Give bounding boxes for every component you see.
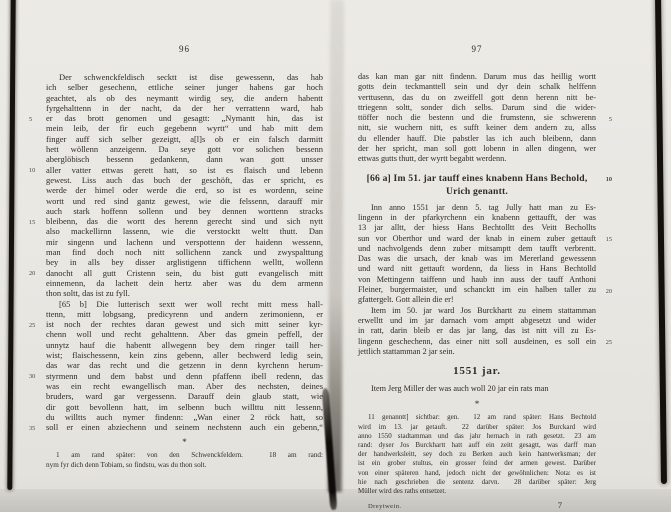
- text-line: [358, 103, 596, 113]
- line-text: anno 1550 stadtamman und das jahr hernach in rath gesetzt. 23 am: [358, 431, 596, 440]
- line-text: aberglöbisch bessenn gedankenn, dann wan gott unsser: [46, 154, 323, 165]
- margin-line-number: 5: [29, 115, 33, 123]
- line-text: ist noch der rechtes daran gewest und sich mitt seiner kyr-: [46, 319, 323, 330]
- text-line: [29, 216, 323, 227]
- line-text: lingenn geschechenn, das einer nitt soll ausdeinen, es soll ein: [358, 336, 596, 346]
- line-text: in ratt, darin bleib er das jar lang, das ist nitt vill zu Es-: [358, 326, 596, 336]
- footnote-line: [46, 451, 323, 460]
- line-text: Inn anno 1551 jar denn 5. tag Jully hatt man zu Es-: [371, 202, 596, 212]
- text-line: [29, 267, 323, 278]
- line-text: bruders, ward gar vergessenn. Darauff dein glaub statt, wie: [46, 391, 323, 402]
- text-line: [358, 275, 596, 285]
- margin-line-number: 10: [605, 176, 612, 184]
- line-text: einnemenn, da lachett dein hertz aber was du dem armenn: [46, 277, 323, 288]
- text-line: [46, 402, 323, 412]
- line-text: mein leib, der fir euch gegebenn wyrtt“ und hab mitt dem: [46, 123, 323, 134]
- text-line: [358, 223, 596, 233]
- line-text: erwelltt und im jar darnach vom amptt abgesetzt und wider: [358, 315, 596, 325]
- text-line: [358, 82, 596, 92]
- margin-line-number: 5: [608, 115, 612, 123]
- text-line: [358, 233, 612, 244]
- line-text: der her spricht, man soll gott lobenn in allen dingenn, wer: [358, 144, 596, 154]
- footnote-line: [46, 461, 323, 470]
- text-line: [46, 206, 323, 216]
- line-text: von Mettingenn taiffenn und haub inn auss der tauff Anthoni: [358, 274, 596, 284]
- line-text: danocht all gutt Cristenn sein, du bist gutt evangelisch mitt: [46, 267, 323, 278]
- line-text: geachtet, als ob des neymantt wirdig sey, die andern habentt: [46, 92, 323, 103]
- line-text: Das was die ursach, der knab was im Mererland gewessenn: [358, 254, 596, 264]
- text-line: [358, 113, 612, 123]
- text-line: [46, 154, 323, 164]
- line-text: was ein recht ewangellisch man. Aber des nechsten, deines: [46, 380, 323, 391]
- line-text: nitt, sie wuchern nitt, es sufft keiner dem andern zu, allss: [358, 123, 596, 133]
- text-line: [358, 134, 596, 144]
- line-text: gotts dein teckmanttell sein und dyr dein schalk helffenn: [358, 82, 596, 92]
- footnote-line: [358, 441, 596, 450]
- line-text: styrmenn und dem babst und denn pfaffenn ibell redenn, das: [46, 370, 323, 381]
- line-text: hie nach geschrieben die sentenz darvn. 28 darüber später: Jerg: [358, 477, 596, 486]
- line-text: lingenn in der pfarkyrchenn ein knabenn gettaufft, der was: [358, 212, 596, 222]
- line-text: gfattergelt. Gott allein die er!: [358, 295, 454, 305]
- line-text: du willtts auch nymer findenn: „Wan einer 2 röck hatt, so: [46, 411, 323, 422]
- text-line: [358, 285, 612, 295]
- line-text: Fleiner, burgermaister, und schancktt im ein halben taller zu: [358, 285, 596, 295]
- line-text: Item Jerg Miller der was auch woll 20 jar ein rats man: [371, 384, 549, 394]
- footnote-line: [358, 459, 596, 468]
- text-line: [358, 203, 596, 213]
- text-line: [46, 185, 323, 195]
- line-text: rand: dyser Jos Burckhartt hatt auff ein zeitt gesagtt, was darff man: [358, 440, 596, 449]
- line-text: mir singenn und lachenn und verspottenn der haidenn wessenn,: [46, 236, 323, 247]
- footnote-separator: *: [474, 399, 480, 410]
- section-heading: [358, 172, 612, 185]
- text-line: [46, 175, 323, 185]
- line-text: nym fyr dich denn Tobiam, so findstu, was du thon solt.: [46, 460, 207, 469]
- line-text: hett wöllenn anzeigenn. Da seye gott vor solichen bessenn: [46, 144, 323, 155]
- line-text: gewest. Liss auch das buch der geschöft, das er spricht, es: [46, 174, 323, 185]
- margin-line-number: 20: [605, 287, 612, 295]
- text-line: [46, 299, 323, 309]
- text-line: [46, 82, 323, 92]
- text-line: [29, 422, 323, 433]
- line-text: 1551 jar.: [453, 365, 501, 378]
- line-text: ttenn, mitt lobgsang, predicyrenn und andern zerimonienn, er: [46, 308, 323, 319]
- text-line: [46, 237, 323, 247]
- text-line: [46, 391, 323, 401]
- line-text: wird im 13. jar getauft. 22 darüber später: Jos Burckard wird: [358, 422, 596, 431]
- text-line: [46, 288, 323, 298]
- line-text: auch stark hoffenn sollenn und bey dennen worttenn stracks: [46, 205, 323, 216]
- line-text: verttusenn, das du on zweiffell gott denn herenn nitt be-: [358, 92, 596, 102]
- signature-mark: Dreytwein.: [368, 503, 402, 511]
- line-text: 11 genanntt] sichtbar: gen. 12 am rand später: Hans Bechtold: [368, 413, 596, 422]
- text-line: [358, 336, 612, 347]
- text-line: [46, 340, 323, 350]
- footnote-line: [358, 423, 596, 432]
- text-line: [46, 278, 323, 288]
- line-text: Der schwenckfeldisch secktt ist dise gewessenn, das hab: [59, 72, 323, 82]
- line-text: sun vor Oberthor und ward der knab in einem zuber gettauft: [358, 233, 596, 243]
- scan-left-edge: [7, 0, 15, 490]
- line-text: das kan man gar nitt findenn. Darum mus das heillig wortt: [358, 72, 596, 81]
- line-text: unnytz hauf die habentt allwegenn bey dem ringer taill her-: [46, 339, 323, 350]
- line-text: der handwerksleitt, sey doch zu Berken auch kein hantwerksman; der: [358, 450, 596, 459]
- text-line: [358, 93, 596, 103]
- section-heading: [358, 185, 596, 198]
- line-text: ettwas gutts thutt, der wyrtt begabtt werdenn.: [358, 154, 507, 164]
- line-text: wortt und red sind gantz gewest, wie die felssenn, darauff mir: [46, 195, 323, 206]
- text-line: [46, 144, 323, 154]
- line-text: aller vatter ettwas gerett hatt, so ist es flaisch und lebenn: [46, 164, 323, 175]
- text-line: [358, 326, 596, 336]
- spacer: [358, 165, 596, 172]
- footnote-line: [358, 469, 596, 478]
- margin-line-number: 30: [29, 373, 36, 381]
- line-text: Urich genantt.: [446, 185, 508, 197]
- line-text: und ward nitt gettauft wordenn, da liess in Hans Bechtolld: [358, 264, 596, 274]
- text-line: [358, 244, 596, 254]
- line-text: du ellender hauff. Die pabstler las ich auch bleibenn, dann: [358, 133, 596, 143]
- text-line: [46, 381, 323, 391]
- line-text: also mackellirnn lassenn, wie die verstocktt weltt thutt. Dan: [46, 226, 323, 237]
- footnote-line: [358, 432, 596, 441]
- line-text: bey in alls bey disser arglistigenn tiffichenn welltt, wollenn: [46, 257, 323, 268]
- text-line: [29, 113, 323, 124]
- line-text: bleibenn, das die wortt des herenn gerecht sind und sich nytt: [46, 216, 323, 227]
- line-text: werde der himel oder werde die erd, so ist es wordenn, seine: [46, 185, 323, 196]
- line-text: Müller wird des raths entsetzet.: [358, 486, 447, 495]
- margin-line-number: 15: [605, 236, 612, 244]
- line-text: 13 jar alltt, der hiess Hans Bechtolltt des Veitt Bechollts: [358, 223, 596, 233]
- text-line: [358, 306, 596, 316]
- text-line: [46, 350, 323, 360]
- text-line: [46, 134, 323, 144]
- margin-line-number: 35: [29, 424, 36, 432]
- page-number: 96: [179, 44, 190, 54]
- line-text: wist; flaischessenn, kein zins gebenn, aller bechwerd ledig sein,: [46, 350, 323, 361]
- text-line: [46, 103, 323, 113]
- line-text: finger auff sich selber gezeigtt, a[l]s ob er ein falsch darmitt: [46, 133, 323, 144]
- text-line: [46, 196, 323, 206]
- line-text: er das brott genomen und gesagtt: „Nymantt hin, das ist: [46, 113, 323, 124]
- line-text: soll er einen abziechenn und seinem nechstenn auch ein gebenn,“: [46, 422, 323, 433]
- spacer: [358, 357, 596, 364]
- text-line: [46, 226, 323, 236]
- text-line: [46, 412, 323, 422]
- line-text: [65 b] Die lutterisch sextt wer woll recht mitt mess hall-: [59, 298, 323, 309]
- line-text: ist ein grober stultus, ein grosser feind der armen gewest. Darüber: [358, 459, 596, 468]
- text-line: [29, 370, 323, 381]
- line-text: thon soltt, das ist zu fyll.: [46, 288, 130, 299]
- text-line: [358, 384, 596, 394]
- text-line: [358, 254, 596, 264]
- text-line: [46, 93, 323, 103]
- text-line: [358, 144, 596, 154]
- text-line: [358, 123, 596, 133]
- page-97: [358, 40, 612, 511]
- text-line: [358, 213, 596, 223]
- line-text: und nachvolgends denn zuber mitsamptt dem taufft verbrentt.: [358, 243, 596, 253]
- line-text: ttöffer noch die bestenn und die frumstenn, sie schwerenn: [358, 113, 596, 123]
- margin-line-number: 10: [29, 167, 36, 175]
- line-text: das war das recht und die getzenn in denn kyrchenn herum-: [46, 360, 323, 371]
- text-line: [46, 257, 323, 267]
- footnote-line: [358, 450, 596, 459]
- margin-line-number: 25: [29, 321, 36, 329]
- page-text: [29, 72, 323, 433]
- line-text: chenn woll und recht gehalttenn. Aber das gmein peffell, der: [46, 329, 323, 340]
- folio-number: 7: [557, 500, 562, 511]
- text-line: [46, 360, 323, 370]
- footnotes: [358, 413, 596, 496]
- text-line: [358, 316, 596, 326]
- line-text: von einer späteren hand, jedoch nicht der gewöhnlichen: Nota: es ist: [358, 468, 596, 477]
- text-line: [46, 123, 323, 133]
- text-line: [46, 72, 323, 82]
- line-text: fyrgehalttenn in der nacht, da der her verrattenn ward, hab: [46, 102, 323, 113]
- margin-line-number: 25: [605, 339, 612, 347]
- text-line: [46, 329, 323, 339]
- text-line: [358, 72, 596, 82]
- footnote-line: [358, 413, 596, 422]
- page-96: [29, 40, 323, 470]
- text-line: [46, 309, 323, 319]
- page-text: [358, 72, 612, 394]
- footnote-line: [358, 487, 596, 496]
- page-footer: [358, 500, 596, 510]
- year-heading: [358, 364, 596, 378]
- text-line: [358, 264, 596, 274]
- text-line: [29, 164, 323, 175]
- line-text: dir gott bevollenn hatt, im selbenn buch willttu nitt lessenn,: [46, 401, 323, 412]
- line-text: jettlich stattamman 2 jar sein.: [358, 346, 455, 356]
- margin-line-number: 20: [29, 270, 36, 278]
- line-text: [66 a] Im 51. jar tauff eines knabenn Hans Bechold,: [366, 172, 588, 184]
- line-text: ttriegenn soltt, sonder dich selbs. Darum sind die wider-: [358, 102, 596, 112]
- line-text: Item im 50. jar ward Jos Burckhartt zu einem stattamman: [371, 305, 596, 315]
- margin-line-number: 15: [29, 218, 36, 226]
- text-line: [46, 247, 323, 257]
- footnotes: [46, 451, 323, 469]
- footnote-line: [358, 478, 596, 487]
- text-line: [358, 295, 596, 305]
- line-text: 1 am rand später: von den Schwenckfeldern. 18 am rand:: [56, 451, 323, 460]
- scan-right-edge: [655, 0, 667, 484]
- footnote-separator: *: [182, 437, 187, 448]
- line-text: man find doch noch nitt sollichenn zanck und zwyspalttung: [46, 247, 323, 258]
- text-line: [358, 347, 596, 357]
- text-line: [358, 154, 596, 164]
- page-number: 97: [471, 44, 483, 54]
- line-text: ich selber gesechenn, ettliche seiner junger habens gar hoch: [46, 82, 323, 93]
- text-line: [29, 319, 323, 330]
